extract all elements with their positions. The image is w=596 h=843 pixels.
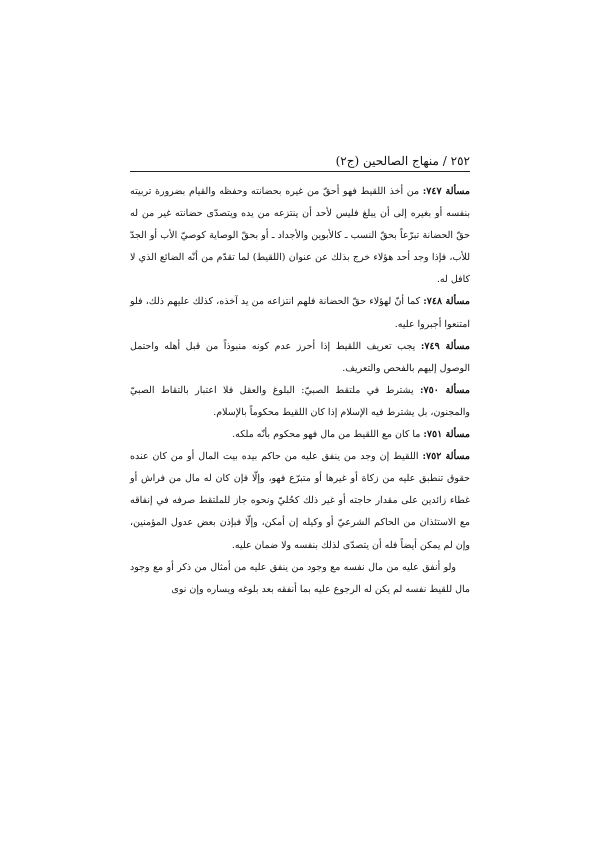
issue-label: مسألة ٧٥١:	[423, 429, 470, 441]
paragraph-text: ما كان مع اللقيط من مال فهو محكوم بأنّه ملكه.	[232, 429, 424, 441]
paragraph-text: ولو أنفق عليه من مال نفسه مع وجود من ينفق عليه من أمثال من ذكر أو مع وجود مال للقيط نفسه لم يكن له الرجوع عليه بما أنفقه بعد بلوغه ويساره وإن نوى	[130, 561, 470, 595]
issue-label: مسألة ٧٥٠:	[420, 384, 470, 396]
header-rule	[130, 171, 470, 172]
running-header: ٢٥٢ / منهاج الصالحين (ج٢)	[335, 154, 470, 168]
paragraph-text: يجب تعريف اللقيط إذا أحرز عدم كونه منبوذاً من قبل أهله واحتمل الوصول إليهم بالفحص والتعريف.	[130, 340, 470, 374]
paragraph-text: كما أنّ لهؤلاء حقّ الحضانة فلهم انتزاعه من يد آخذه، كذلك عليهم ذلك، فلو امتنعوا أجبروا عليه.	[130, 296, 470, 330]
paragraph	[130, 446, 470, 556]
paragraph-text: يشترط في ملتقط الصبيّ: البلوغ والعقل فلا اعتبار بالتقاط الصبيّ والمجنون، بل يشترط فيه الإسلام إذا كان اللقيط محكوماً بالإسلام.	[130, 384, 470, 418]
body-text	[130, 181, 470, 601]
paragraph-text: من أخذ اللقيط فهو أحقّ من غيره بحضانته وحفظه والقيام بضرورة تربيته بنفسه أو بغيره إلى أن يبلغ فليس لأحد أن ينتزعه من يده ويتصدّى حضانته غير من له حقّ الحضانة تبرّعاً بحقّ النسب ـ كالأبوين والأجداد ـ أو بحقّ الوصاية كوصيّ الأب أو الجدّ للأب، فإذا وجد أحد هؤلاء خرج بذلك عن عنوان (اللقيط) لما تقدّم من أنّه الضائع الذي لا كافل له.	[130, 186, 470, 286]
paragraph	[130, 380, 470, 424]
paragraph	[130, 181, 470, 291]
issue-label: مسألة ٧٤٨:	[423, 296, 470, 308]
paragraph	[130, 557, 470, 601]
paragraph	[130, 424, 470, 446]
paragraph	[130, 336, 470, 380]
issue-label: مسألة ٧٤٩:	[420, 340, 470, 352]
paragraph-text: اللقيط إن وجد من ينفق عليه من حاكم بيده بيت المال أو من كان عنده حقوق تنطبق عليه من زكاة أو غيرها أو متبرّع فهو، وإلّا فإن كان له مال من فراش أو غطاء زائدين على مقدار حاجته أو غير ذلك كحُليّ ونحوه جاز للملتقط صرفه في إنفاقه مع الاستئذان من الحاكم الشرعيّ أو وكيله إن أمكن، وإلّا فبإذن بعض عدول المؤمنين، وإن لم يمكن أيضاً فله أن يتصدّى لذلك بنفسه ولا ضمان عليه.	[130, 451, 470, 551]
issue-label: مسألة ٧٤٧:	[422, 186, 470, 197]
issue-label: مسألة ٧٥٢:	[422, 451, 470, 463]
paragraph	[130, 291, 470, 335]
